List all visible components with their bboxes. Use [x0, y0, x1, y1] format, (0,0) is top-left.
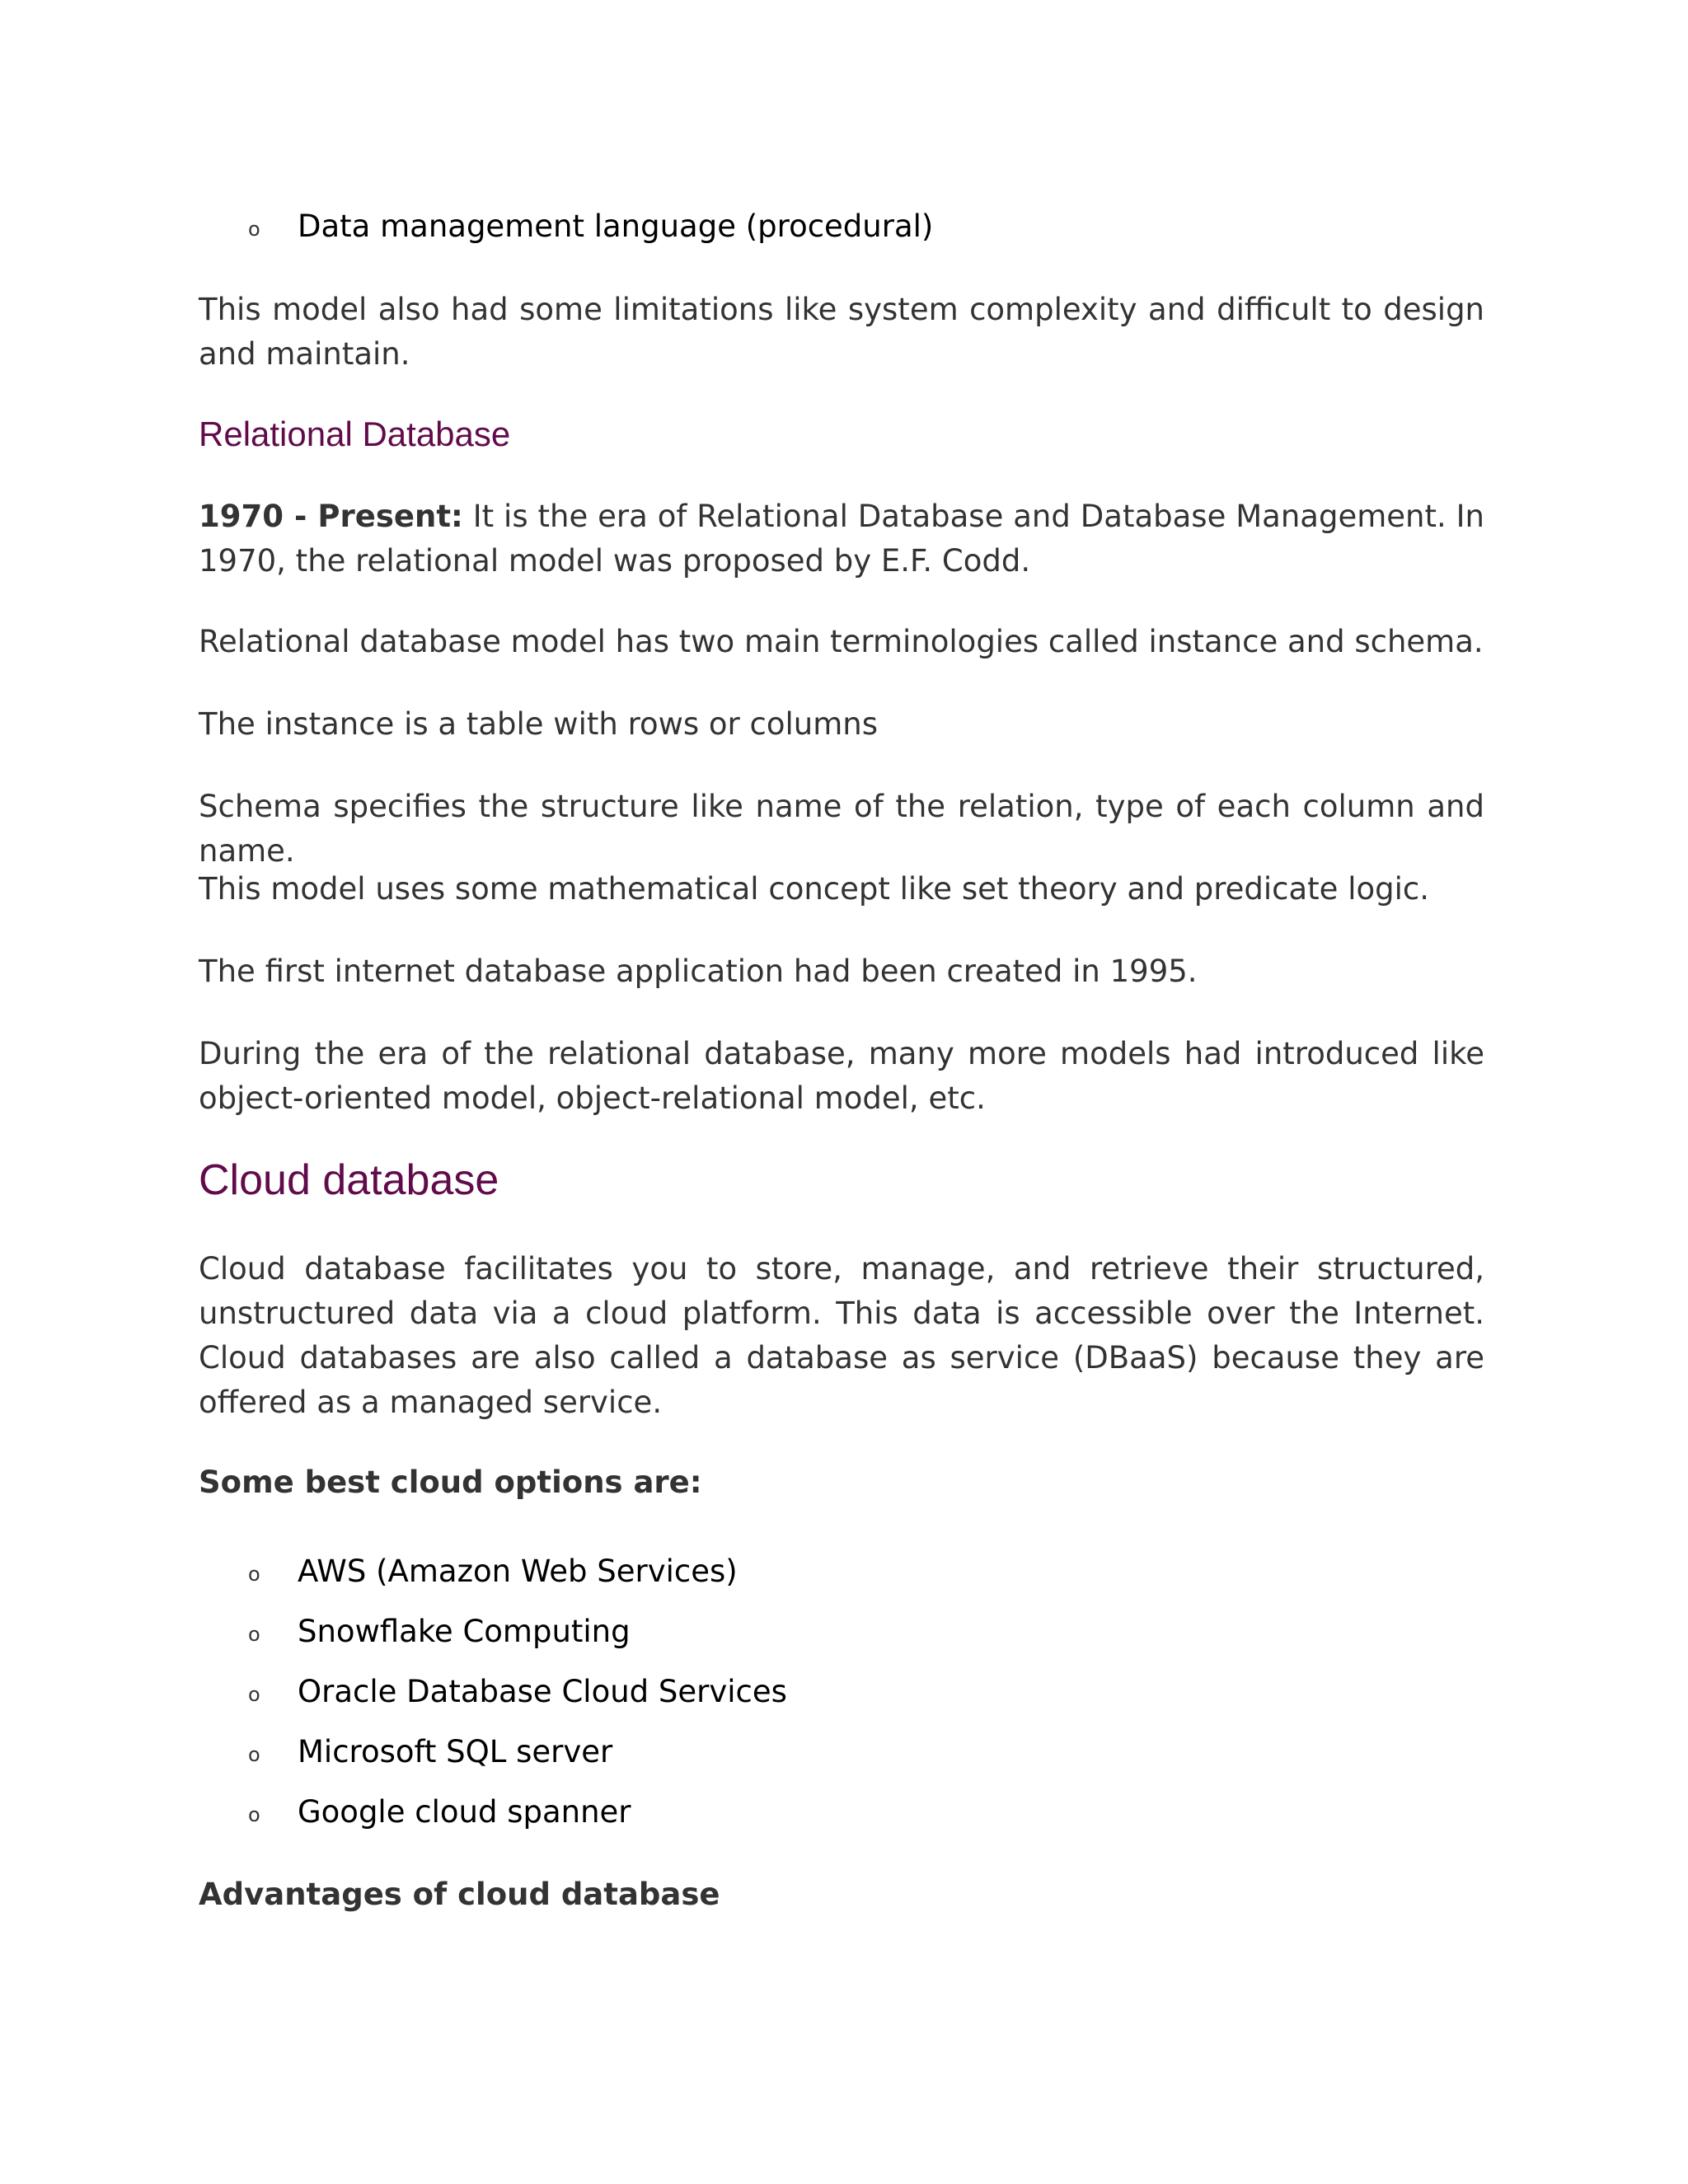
era-label: 1970 - Present: [199, 499, 463, 534]
list-item-text: Microsoft SQL server [298, 1734, 613, 1769]
paragraph-math-concept: This model uses some mathematical concept like set theory and predicate logic. [199, 871, 1429, 907]
heading-relational-database: Relational Database [199, 415, 511, 453]
list-item-text: Oracle Database Cloud Services [298, 1674, 787, 1709]
list-item-text: Snowflake Computing [298, 1614, 631, 1649]
heading-cloud-database: Cloud database [199, 1156, 499, 1204]
bullet-icon: o [248, 1803, 260, 1826]
heading-cloud-advantages: Advantages of cloud database [199, 1877, 720, 1912]
paragraph-first-internet-db: The first internet database application had been created in 1995. [199, 954, 1198, 989]
bullet-icon: o [248, 1623, 260, 1646]
era-text: It is the era of Relational Database and Database Management. In 1970, the relational model was proposed by E.F. Codd. [199, 499, 1485, 579]
list-item-text: AWS (Amazon Web Services) [298, 1554, 738, 1589]
bullet-icon: o [248, 1563, 260, 1586]
bullet-icon: o [248, 218, 260, 241]
paragraph-schema: Schema specifies the structure like name of the relation, type of each column and name. [199, 789, 1484, 869]
bullet-icon: o [248, 1683, 260, 1706]
paragraph-other-models: During the era of the relational database, many more models had introduced like object-oriented model, object-relational model, etc. [199, 1036, 1484, 1116]
paragraph-limitations: This model also had some limitations like system complexity and difficult to design and maintain. [199, 292, 1484, 372]
bullet-icon: o [248, 1743, 260, 1766]
paragraph-terminologies: Relational database model has two main terminologies called instance and schema. [199, 624, 1484, 659]
paragraph-instance: The instance is a table with rows or columns [199, 706, 878, 742]
paragraph-cloud-intro: Cloud database facilitates you to store, manage, and retrieve their structured, unstructured data via a cloud platform. This data is accessible over the Internet. Cloud databases are also called a database as service (DBaaS) because they are offered as a managed service. [199, 1251, 1484, 1420]
heading-cloud-options: Some best cloud options are: [199, 1465, 702, 1500]
list-item-text: Data management language (procedural) [298, 209, 934, 244]
paragraph-relational-era [199, 494, 1484, 583]
list-item-text: Google cloud spanner [298, 1794, 631, 1830]
